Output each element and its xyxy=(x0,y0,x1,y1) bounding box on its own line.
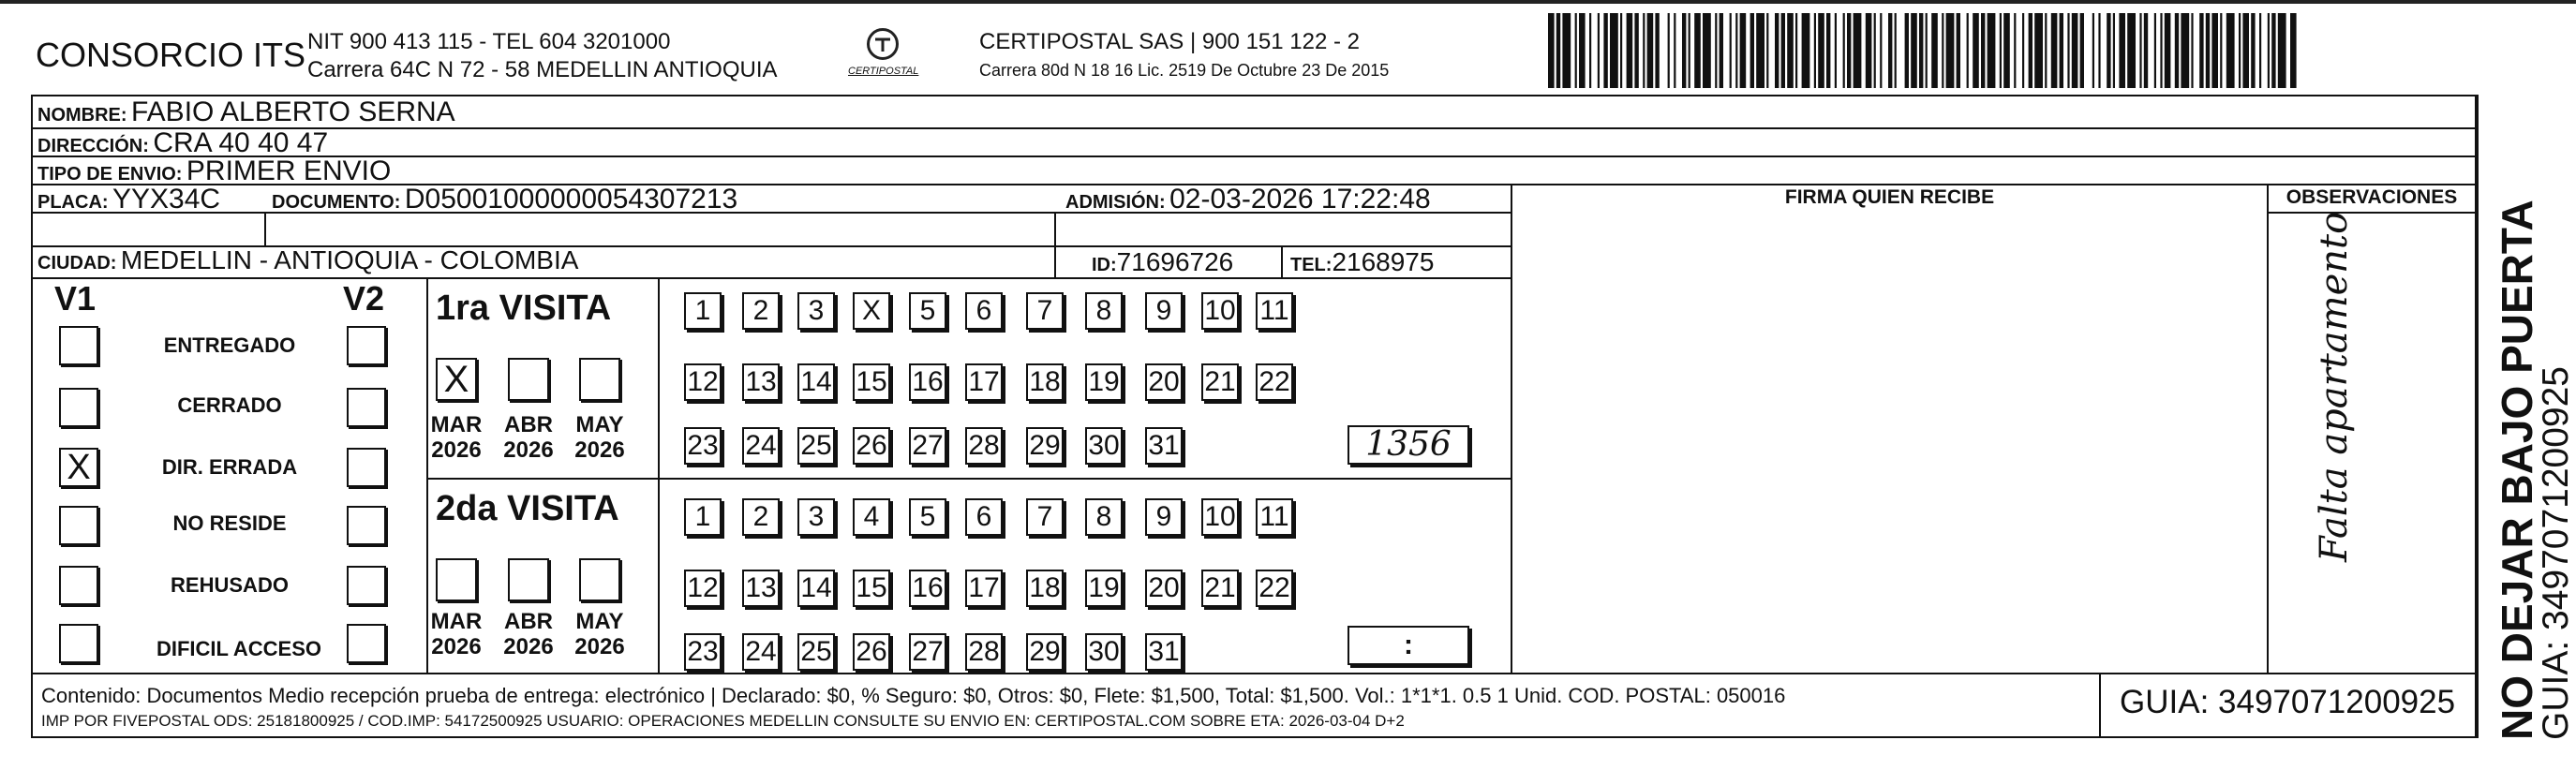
visit1-month-abr-checkbox[interactable] xyxy=(508,358,549,401)
visit2-day-box[interactable]: 7 xyxy=(1026,498,1064,536)
visit2-day-box[interactable]: 17 xyxy=(965,570,1003,607)
barcode-bar xyxy=(2000,13,2002,88)
barcode-bar xyxy=(2067,13,2069,88)
field-ciudad: CIUDAD: MEDELLIN - ANTIOQUIA - COLOMBIA xyxy=(37,245,579,274)
carrier-info xyxy=(979,28,1389,84)
barcode-bar xyxy=(1655,13,1659,88)
visit1-day-box[interactable]: 18 xyxy=(1026,363,1064,401)
barcode-bar xyxy=(1620,13,1622,88)
placa-value: YYX34C xyxy=(112,184,221,215)
barcode-bar xyxy=(1775,13,1779,88)
barcode-bar xyxy=(1911,13,1917,88)
nombre-value: FABIO ALBERTO SERNA xyxy=(131,96,455,127)
barcode-bar xyxy=(1579,13,1586,88)
barcode-bar xyxy=(1895,13,1897,88)
visit2-day-box[interactable]: 5 xyxy=(909,498,946,536)
barcode-bar xyxy=(2022,13,2024,88)
v2-cerrado-checkbox[interactable] xyxy=(347,388,386,427)
rule xyxy=(658,277,660,673)
barcode-bar xyxy=(1689,13,1690,88)
status-cerrado-label: CERRADO xyxy=(177,393,282,417)
tipo-envio-value: PRIMER ENVIO xyxy=(186,155,392,186)
barcode-bar xyxy=(2080,13,2084,88)
field-admision: ADMISIÓN: 02-03-2026 17:22:48 xyxy=(1065,184,1431,215)
visit1-day-box[interactable]: 16 xyxy=(909,363,946,401)
visit2-month-mar-label: MAR 2026 xyxy=(430,609,483,659)
barcode-bar xyxy=(2259,13,2261,88)
barcode-bar xyxy=(2181,13,2189,88)
v1-rehusado-checkbox[interactable] xyxy=(59,566,98,605)
barcode-bar xyxy=(2290,13,2297,88)
visit1-day-box[interactable]: 10 xyxy=(1201,292,1239,330)
barcode-bar xyxy=(1589,13,1591,88)
visit2-day-box[interactable]: 15 xyxy=(853,570,890,607)
visit2-day-box[interactable]: 23 xyxy=(684,633,722,671)
visit1-day-box[interactable]: 26 xyxy=(853,427,890,465)
certipostal-logo xyxy=(848,28,923,80)
field-nombre: NOMBRE: FABIO ALBERTO SERNA xyxy=(37,96,455,127)
firma-header: FIRMA QUIEN RECIBE xyxy=(1784,186,1995,208)
barcode-bar xyxy=(2242,13,2249,88)
status-no-reside-label: NO RESIDE xyxy=(172,511,287,535)
v1-cerrado-checkbox[interactable] xyxy=(59,388,98,427)
visit2-day-box[interactable]: 2 xyxy=(742,498,780,536)
barcode-bar xyxy=(1942,13,1943,88)
barcode-bar xyxy=(2051,13,2058,88)
visit1-day-box[interactable]: 7 xyxy=(1026,292,1064,330)
barcode-bar xyxy=(1818,13,1824,88)
barcode-bar xyxy=(1750,13,1754,88)
guia-number: GUIA: 3497071200925 xyxy=(2120,684,2456,720)
visit1-day-box[interactable]: 27 xyxy=(909,427,946,465)
visit2-month-abr-label: ABR 2026 xyxy=(503,609,554,659)
barcode-bar xyxy=(1988,13,1996,88)
tel-value: 2168975 xyxy=(1332,247,1435,276)
visit1-day-box[interactable]: 14 xyxy=(797,363,835,401)
barcode-bar xyxy=(1720,13,1723,88)
barcode-bar xyxy=(1835,13,1837,88)
barcode-bar xyxy=(2239,13,2241,88)
visit1-day-box[interactable]: 20 xyxy=(1145,363,1183,401)
rule xyxy=(31,155,2479,157)
barcode-bar xyxy=(2139,13,2141,88)
barcode-bar xyxy=(1627,13,1633,88)
barcode-bar xyxy=(2191,13,2193,88)
visit1-day-box[interactable]: X xyxy=(853,292,890,330)
barcode-bar xyxy=(1766,13,1768,88)
visit1-day-box[interactable]: 15 xyxy=(853,363,890,401)
visit1-day-box[interactable]: 2 xyxy=(742,292,780,330)
visit2-day-box[interactable]: 4 xyxy=(853,498,890,536)
visit2-day-box[interactable]: 27 xyxy=(909,633,946,671)
rule xyxy=(2267,184,2269,673)
barcode-bar xyxy=(1905,13,1909,88)
v2-header: V2 xyxy=(343,279,385,318)
barcode-bar xyxy=(2060,13,2063,88)
visit2-day-box[interactable]: 28 xyxy=(965,633,1003,671)
barcode-bar xyxy=(2003,13,2010,88)
barcode-bar xyxy=(2119,13,2125,88)
visit2-day-box[interactable]: 30 xyxy=(1085,633,1123,671)
visit2-day-box[interactable]: 13 xyxy=(742,570,780,607)
visit1-day-box[interactable]: 29 xyxy=(1026,427,1064,465)
v2-rehusado-checkbox[interactable] xyxy=(347,566,386,605)
barcode-bar xyxy=(1814,13,1816,88)
visit1-day-box[interactable]: 19 xyxy=(1085,363,1123,401)
barcode-bar xyxy=(1575,13,1577,88)
side-guia-number: GUIA: 3497071200925 xyxy=(2536,366,2576,740)
barcode-bar xyxy=(2165,13,2171,88)
visit1-day-box[interactable]: 1 xyxy=(684,292,722,330)
v1-header: V1 xyxy=(54,279,97,318)
barcode-bar xyxy=(1562,13,1571,88)
barcode-bar xyxy=(1603,13,1607,88)
barcode-bar xyxy=(1682,13,1686,88)
barcode-bar xyxy=(1694,13,1701,88)
visit1-day-box[interactable]: 11 xyxy=(1256,292,1293,330)
top-edge-line xyxy=(0,0,2576,4)
barcode-bar xyxy=(1957,13,1960,88)
v1-entregado-checkbox[interactable] xyxy=(59,326,98,365)
signature-area[interactable] xyxy=(1512,214,2267,671)
barcode-bar xyxy=(2271,13,2275,88)
barcode-bar xyxy=(2220,13,2222,88)
visit1-day-box[interactable]: 3 xyxy=(797,292,835,330)
visit1-day-box[interactable]: 17 xyxy=(965,363,1003,401)
documento-value: D05001000000054307213 xyxy=(404,184,738,215)
field-id: ID:71696726 xyxy=(1092,247,1234,276)
barcode-bar xyxy=(1674,13,1675,88)
barcode-bar xyxy=(1668,13,1670,88)
barcode-bar xyxy=(1735,13,1737,88)
barcode-bar xyxy=(2127,13,2136,88)
barcode-bar xyxy=(1647,13,1654,88)
barcode-bar xyxy=(1919,13,1923,88)
visit2-day-box[interactable]: 29 xyxy=(1026,633,1064,671)
company-info xyxy=(307,28,778,84)
visit1-day-box[interactable]: 12 xyxy=(684,363,722,401)
barcode-bar xyxy=(1781,13,1785,88)
v1-dificil-acceso-checkbox[interactable] xyxy=(59,624,98,663)
barcode-bar xyxy=(1874,13,1876,88)
barcode-bar xyxy=(1888,13,1892,88)
barcode-bar xyxy=(1926,13,1928,88)
visit2-time-box[interactable]: : xyxy=(1348,626,1469,665)
barcode-bar xyxy=(1931,13,1938,88)
carrier-address: Carrera 80d N 18 16 Lic. 2519 De Octubre 23 De 2015 xyxy=(979,61,1390,80)
visit1-day-box[interactable]: 28 xyxy=(965,427,1003,465)
visit2-day-box[interactable]: 14 xyxy=(797,570,835,607)
barcode-bar xyxy=(2226,13,2235,88)
v2-dificil-acceso-checkbox[interactable] xyxy=(347,624,386,663)
visit2-day-box[interactable]: 12 xyxy=(684,570,722,607)
visit1-day-box[interactable]: 30 xyxy=(1085,427,1123,465)
visit2-month-may-label: MAY 2026 xyxy=(574,609,625,659)
visit2-day-box[interactable]: 10 xyxy=(1201,498,1239,536)
company-nit: NIT 900 413 115 - TEL 604 3201000 xyxy=(307,29,671,54)
barcode-bar xyxy=(1730,13,1732,88)
visit2-day-box[interactable]: 21 xyxy=(1201,570,1239,607)
barcode-bar xyxy=(2092,13,2094,88)
barcode-bar xyxy=(2251,13,2255,88)
visit1-day-box[interactable]: 9 xyxy=(1145,292,1183,330)
visit2-day-box[interactable]: 16 xyxy=(909,570,946,607)
barcode-bar xyxy=(1703,13,1711,88)
barcode-bar xyxy=(2045,13,2047,88)
visit2-day-box[interactable]: 20 xyxy=(1145,570,1183,607)
visit1-title: 1ra VISITA xyxy=(436,289,612,328)
field-placa: PLACA: YYX34C xyxy=(37,184,221,215)
barcode-bar xyxy=(2211,13,2218,88)
barcode xyxy=(1548,13,2298,88)
id-value: 71696726 xyxy=(1116,247,1234,276)
status-dificil-acceso-label: DIFICIL ACCESO xyxy=(156,637,321,660)
field-documento: DOCUMENTO: D05001000000054307213 xyxy=(272,184,738,215)
no-dejar-bajo-puerta: NO DEJAR BAJO PUERTA xyxy=(2493,200,2541,740)
field-tipo-envio: TIPO DE ENVIO: PRIMER ENVIO xyxy=(37,155,392,186)
barcode-bar xyxy=(2072,13,2078,88)
v2-entregado-checkbox[interactable] xyxy=(347,326,386,365)
barcode-bar xyxy=(1598,13,1600,88)
visit1-day-box[interactable]: 24 xyxy=(742,427,780,465)
visit2-day-box[interactable]: 26 xyxy=(853,633,890,671)
barcode-bar xyxy=(2268,13,2270,88)
barcode-bar xyxy=(1866,13,1872,88)
visit1-day-box[interactable]: 31 xyxy=(1145,427,1183,465)
barcode-bar xyxy=(2154,13,2156,88)
visit1-month-may-checkbox[interactable] xyxy=(579,358,620,401)
rule xyxy=(426,478,1511,480)
rule xyxy=(2475,95,2477,738)
rule xyxy=(31,277,1511,279)
visit2-day-box[interactable]: 22 xyxy=(1256,570,1293,607)
barcode-bar xyxy=(1973,13,1979,88)
barcode-bar xyxy=(1634,13,1638,88)
barcode-bar xyxy=(1854,13,1862,88)
visit1-day-box[interactable]: 22 xyxy=(1256,363,1293,401)
rule xyxy=(2099,673,2101,738)
visit2-day-box[interactable]: 8 xyxy=(1085,498,1123,536)
barcode-bar xyxy=(1610,13,1618,88)
visit2-day-box[interactable]: 11 xyxy=(1256,498,1293,536)
observaciones-header: OBSERVACIONES xyxy=(2286,186,2458,208)
rule xyxy=(1281,245,1283,277)
visit2-title: 2da VISITA xyxy=(436,489,619,528)
barcode-bar xyxy=(1843,13,1845,88)
barcode-bar xyxy=(2107,13,2110,88)
visit1-month-mar-checkbox[interactable]: X xyxy=(436,358,477,401)
visit2-day-box[interactable]: 9 xyxy=(1145,498,1183,536)
barcode-bar xyxy=(2113,13,2115,88)
visit2-day-box[interactable]: 1 xyxy=(684,498,722,536)
rule xyxy=(31,673,2479,674)
barcode-bar xyxy=(1802,13,1810,88)
barcode-bar xyxy=(2034,13,2043,88)
visit1-day-box[interactable]: 25 xyxy=(797,427,835,465)
visit1-month-mar-label: MAR 2026 xyxy=(430,412,483,463)
field-tel: TEL:2168975 xyxy=(1290,247,1435,276)
barcode-bar xyxy=(1740,13,1747,88)
v2-no-reside-checkbox[interactable] xyxy=(347,506,386,545)
barcode-bar xyxy=(2278,13,2286,88)
visit1-month-abr-label: ABR 2026 xyxy=(503,412,554,463)
visit2-month-may-checkbox[interactable] xyxy=(579,558,620,601)
visit1-day-box[interactable]: 8 xyxy=(1085,292,1123,330)
visit1-day-box[interactable]: 13 xyxy=(742,363,780,401)
logo-mark-icon xyxy=(867,28,899,60)
visit2-day-box[interactable]: 6 xyxy=(965,498,1003,536)
barcode-bar xyxy=(1787,13,1794,88)
v1-no-reside-checkbox[interactable] xyxy=(59,506,98,545)
visit2-day-box[interactable]: 24 xyxy=(742,633,780,671)
barcode-bar xyxy=(2199,13,2203,88)
visit1-day-box[interactable]: 5 xyxy=(909,292,946,330)
barcode-bar xyxy=(1643,13,1645,88)
v2-dir-errada-checkbox[interactable] xyxy=(347,448,386,487)
visit1-day-box[interactable]: 23 xyxy=(684,427,722,465)
visit2-day-box[interactable]: 3 xyxy=(797,498,835,536)
barcode-bar xyxy=(1826,13,1830,88)
visit2-day-box[interactable]: 31 xyxy=(1145,633,1183,671)
company-name: CONSORCIO ITS xyxy=(36,36,306,74)
barcode-bar xyxy=(2160,13,2162,88)
rule xyxy=(264,212,266,245)
barcode-bar xyxy=(1556,13,1560,88)
status-entregado-label: ENTREGADO xyxy=(163,333,296,357)
ciudad-value: MEDELLIN - ANTIOQUIA - COLOMBIA xyxy=(120,245,579,274)
barcode-bar xyxy=(1981,13,1985,88)
barcode-bar xyxy=(2175,13,2179,88)
admision-value: 02-03-2026 17:22:48 xyxy=(1169,184,1431,215)
visit2-month-abr-checkbox[interactable] xyxy=(508,558,549,601)
logo-wordmark: CERTIPOSTAL xyxy=(848,66,919,77)
status-dir-errada-label: DIR. ERRADA xyxy=(161,455,298,479)
observaciones-handwritten-note: Falta apartamento xyxy=(2313,211,2356,562)
barcode-bar xyxy=(1946,13,1955,88)
visit2-day-box[interactable]: 18 xyxy=(1026,570,1064,607)
visit1-month-may-label: MAY 2026 xyxy=(574,412,625,463)
barcode-bar xyxy=(2206,13,2210,88)
carrier-nit: CERTIPOSTAL SAS | 900 151 122 - 2 xyxy=(979,29,1360,54)
barcode-bar xyxy=(1756,13,1764,88)
company-address: Carrera 64C N 72 - 58 MEDELLIN ANTIOQUIA xyxy=(307,57,778,82)
status-rehusado-label: REHUSADO xyxy=(171,573,289,597)
rule xyxy=(2267,212,2479,214)
barcode-bar xyxy=(2144,13,2148,88)
direccion-value: CRA 40 40 47 xyxy=(153,127,329,158)
footer-print-line: IMP POR FIVEPOSTAL ODS: 25181800925 / COD.IMP: 54172500925 USUARIO: OPERACIONES MEDELLIN CONSULTE SU ENVIO EN: CERTIPOSTAL.COM SOBRE ETA: 2026-03-04 D+2 xyxy=(41,712,1405,730)
barcode-bar xyxy=(2098,13,2100,88)
side-vertical-notice xyxy=(2493,200,2576,740)
barcode-bar xyxy=(1715,13,1717,88)
visit2-day-box[interactable]: 25 xyxy=(797,633,835,671)
barcode-bar xyxy=(1548,13,1555,88)
field-direccion: DIRECCIÓN: CRA 40 40 47 xyxy=(37,127,329,158)
barcode-bar xyxy=(1880,13,1882,88)
visit1-day-box[interactable]: 6 xyxy=(965,292,1003,330)
visit1-day-box[interactable]: 21 xyxy=(1201,363,1239,401)
barcode-bar xyxy=(2029,13,2033,88)
rule xyxy=(1054,212,1056,277)
barcode-bar xyxy=(2014,13,2016,88)
v1-dir-errada-checkbox[interactable]: X xyxy=(59,448,98,487)
barcode-bar xyxy=(1795,13,1797,88)
barcode-bar xyxy=(1847,13,1851,88)
visit1-time-box[interactable]: 1356 xyxy=(1348,425,1469,465)
barcode-bar xyxy=(1967,13,1969,88)
visit2-month-mar-checkbox[interactable] xyxy=(436,558,477,601)
visit2-day-box[interactable]: 19 xyxy=(1085,570,1123,607)
footer-content-line: Contenido: Documentos Medio recepción prueba de entrega: electrónico | Declarado: $0, % Seguro: $0, Otros: $0, Flete: $1,500, Total: $1,500. Vol.: 1*1*1. 0.5 1 Unid. COD. POSTAL: 050016 xyxy=(41,684,1786,707)
